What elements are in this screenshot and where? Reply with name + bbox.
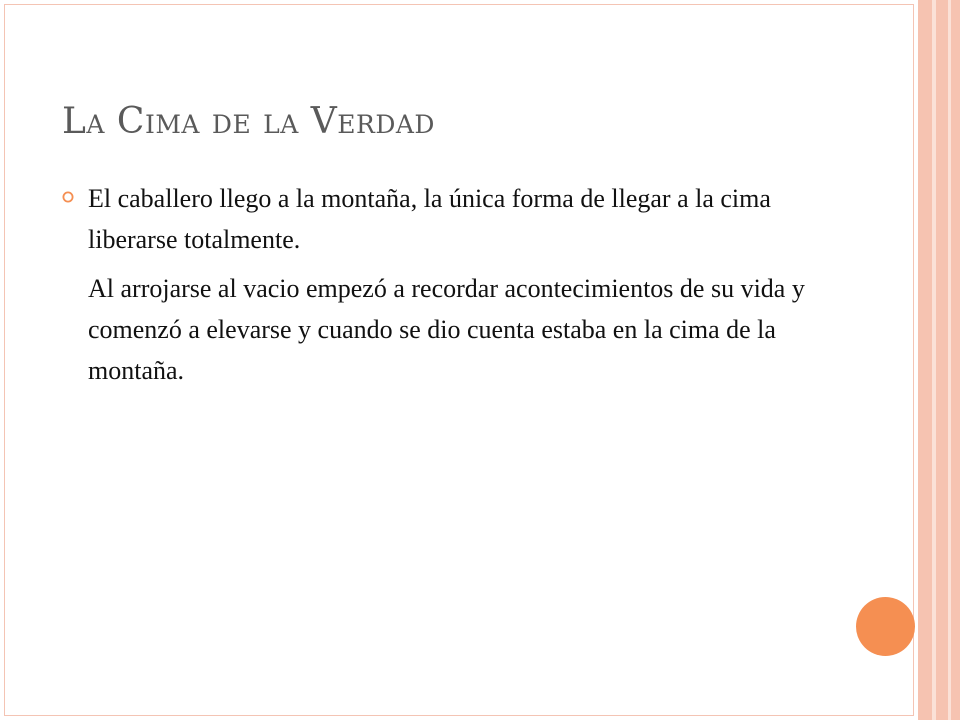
- decorative-stripe: [951, 0, 960, 720]
- bullet-item: [62, 178, 832, 260]
- slide-title: La Cima de la Verdad: [62, 101, 435, 142]
- outline-circle-bullet-icon: [62, 191, 74, 203]
- decorative-stripe: [936, 0, 948, 720]
- bullet-text: El caballero llego a la montaña, la única forma de llegar a la cima liberarse totalmente.: [88, 184, 771, 254]
- slide-body: [62, 178, 832, 391]
- decorative-stripe: [918, 0, 932, 720]
- accent-circle-decoration: [856, 597, 915, 656]
- continued-paragraph: Al arrojarse al vacio empezó a recordar acontecimientos de su vida y comenzó a elevarse y cuando se dio cuenta estaba en la cima de la montaña.: [88, 274, 805, 385]
